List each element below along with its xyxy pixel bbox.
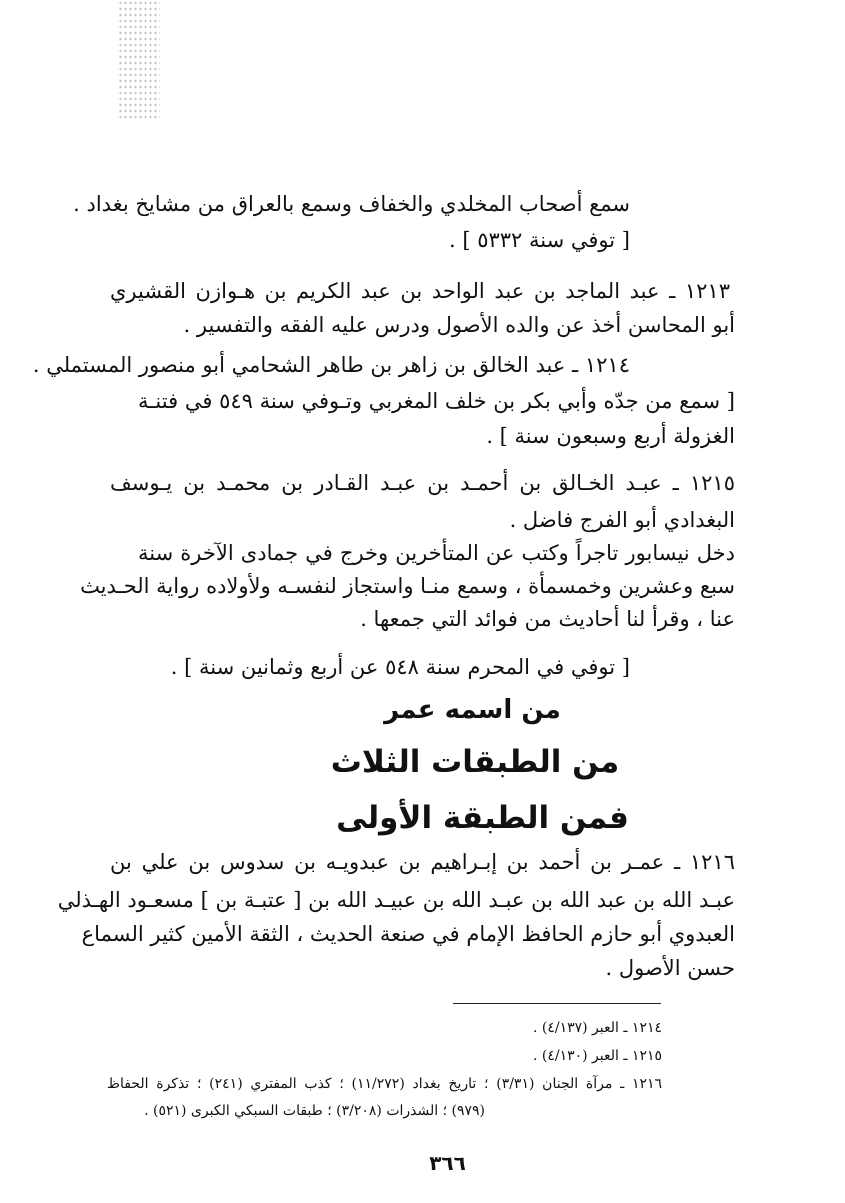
text-line-1: سمع أصحاب المخلدي والخفاف وسمع بالعراق من مشايخ بغداد . <box>73 192 630 216</box>
text-line-7: الغزولة أربع وسبعون سنة ] . <box>486 424 735 448</box>
entry-1215-heading: ١٢١٥ ـ عبـد الخـالق بن أحمـد بن عبـد القـادر بن محمـد بن يـوسف <box>110 471 735 495</box>
entry-1213-heading: ١٢١٣ ـ عبد الماجد بن عبد الواحد بن عبد الكريم بن هـوازن القشيري <box>110 279 730 303</box>
footnote-1216-line-2: (٩٧٩) ؛ الشذرات (٣/٢٠٨) ؛ طبقات السبكي الكبرى (٥٢١) . <box>144 1103 485 1119</box>
text-line-11: سبع وعشرين وخمسمأة ، وسمع منـا واستجاز لنفسـه ولأولاده رواية الحـديث <box>80 574 735 598</box>
footnote-divider <box>453 1003 661 1004</box>
page-number: ٣٦٦ <box>429 1151 466 1175</box>
text-line-16: العبدوي أبو حازم الحافظ الإمام في صنعة الحديث ، الثقة الأمين كثير السماع <box>81 922 735 946</box>
text-line-6: [ سمع من جدّه وأبي بكر بن خلف المغربي وتـوفي سنة ٥٤٩ في فتنـة <box>138 389 735 413</box>
entry-1216-heading: ١٢١٦ ـ عمـر بن أحمد بن إبـراهيم بن عبدويـه بن سدوس بن علي بن <box>110 850 735 874</box>
scan-noise <box>118 0 160 120</box>
footnote-1215: ١٢١٥ ـ العبر (٤/١٣٠) . <box>532 1048 662 1064</box>
text-line-12: عنا ، وقرأ لنا أحاديث من فوائد التي جمعها . <box>360 607 735 631</box>
text-line-10: دخل نيسابور تاجراً وكتب عن المتأخرين وخرج في جمادى الآخرة سنة <box>138 541 735 565</box>
text-line-13: [ توفي في المحرم سنة ٥٤٨ عن أربع وثمانين سنة ] . <box>170 655 630 679</box>
section-heading-three-classes: من الطبقات الثلاث <box>330 744 620 780</box>
footnote-1214: ١٢١٤ ـ العبر (٤/١٣٧) . <box>532 1020 662 1036</box>
text-line-15: عبـد الله بن عبد الله بن عبـد الله بن عبيـد الله بن [ عتبـة بن ] مسعـود الهـذلي <box>57 888 735 912</box>
section-heading-first-class: فمن الطبقة الأولى <box>336 800 629 836</box>
entry-1214-heading: ١٢١٤ ـ عبد الخالق بن زاهر بن طاهر الشحامي أبو منصور المستملي . <box>32 353 630 377</box>
footnote-1216-line-1: ١٢١٦ ـ مرآة الجنان (٣/٣١) ؛ تاريخ بغداد (١١/٢٧٢) ؛ كذب المفتري (٢٤١) ؛ تذكرة الحفاظ <box>107 1076 663 1092</box>
section-heading-omar: من اسمه عمر <box>384 695 561 725</box>
text-line-4: أبو المحاسن أخذ عن والده الأصول ودرس عليه الفقه والتفسير . <box>183 313 735 337</box>
text-line-9: البغدادي أبو الفرج فاضل . <box>509 508 735 532</box>
text-line-2: [ توفي سنة ٥٣٣٢ ] . <box>449 228 630 252</box>
text-line-17: حسن الأصول . <box>605 956 735 980</box>
